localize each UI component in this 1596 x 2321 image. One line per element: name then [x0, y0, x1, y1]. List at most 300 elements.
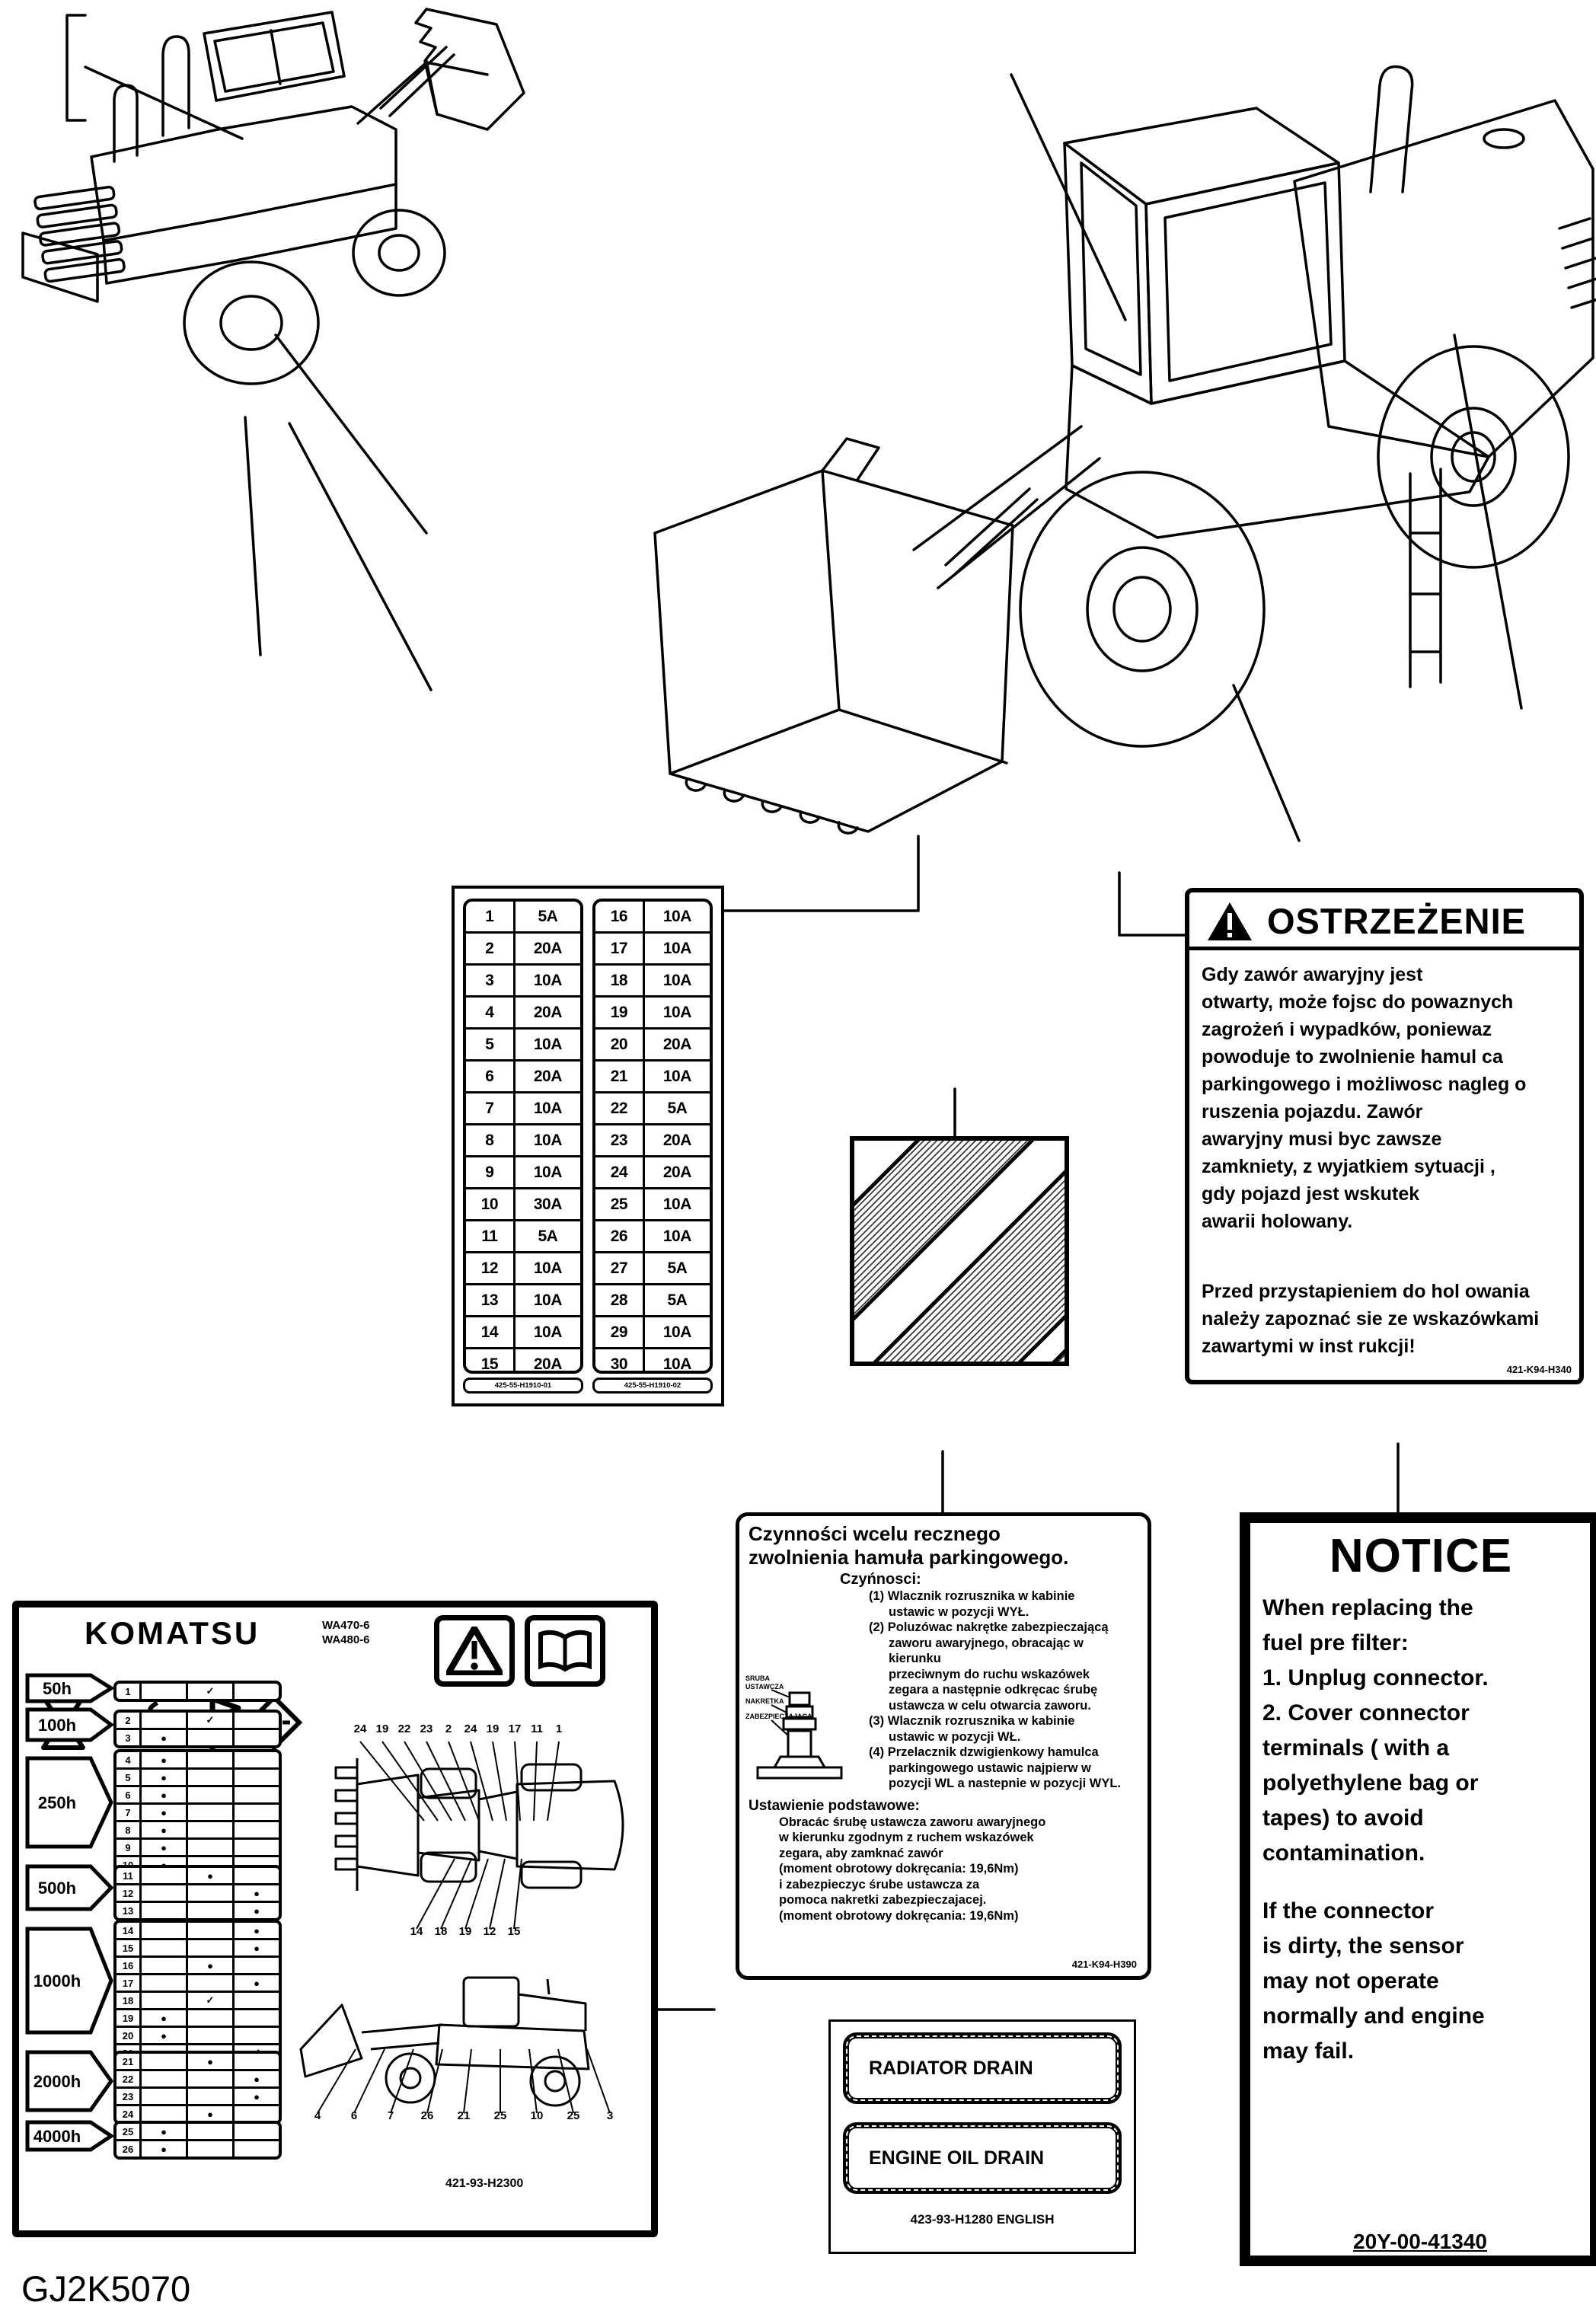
brake-basic-setting-title: Ustawienie podstawowe: [749, 1797, 920, 1814]
fuse-amperage: 10A [662, 939, 691, 957]
fuse-row [466, 902, 580, 931]
warning-label-header [1189, 892, 1579, 950]
empty-mark [188, 2028, 235, 2043]
maintenance-row [117, 2008, 279, 2026]
fuse-row [595, 1251, 710, 1283]
fuse-number: 9 [466, 1157, 516, 1187]
maintenance-row [117, 1901, 279, 1918]
callout-number: 19 [486, 1722, 500, 1735]
fuse-amperage: 10A [662, 907, 691, 925]
warning-title: OSTRZEŻENIE [1267, 901, 1527, 941]
fuse-number: 10 [466, 1189, 516, 1219]
fuse-number: 25 [595, 1189, 645, 1219]
fuse-amperage: 20A [533, 939, 562, 957]
maintenance-chart-label [12, 1601, 658, 2237]
item-number: 3 [117, 1730, 142, 1745]
fuse-number: 18 [595, 966, 645, 995]
hazard-stripe-decal [850, 1136, 1069, 1366]
empty-mark [188, 1787, 235, 1802]
empty-mark [188, 1822, 235, 1837]
empty-mark [188, 2124, 235, 2139]
brake-steps [869, 1588, 1138, 1792]
maintenance-row [117, 1820, 279, 1837]
empty-mark [235, 1840, 279, 1855]
dot-mark: ● [254, 2073, 260, 2085]
empty-mark [235, 1993, 279, 2008]
fuse-amperage: 5A [538, 1227, 558, 1245]
callout-number: 10 [530, 2109, 544, 2122]
empty-mark [235, 1730, 279, 1745]
fuse-number: 1 [466, 902, 516, 931]
notice-part-number: 20Y-00-41340 [1353, 2230, 1487, 2253]
empty-mark [235, 1684, 279, 1699]
dot-mark: ● [188, 1868, 235, 1883]
brake-label-title [749, 1522, 1138, 1569]
maintenance-row [117, 2054, 279, 2069]
fuse-amperage: 20A [533, 1003, 562, 1021]
text-line: w kierunku zgodnym z ruchem wskazówek [779, 1831, 1034, 1844]
dot-mark: ● [188, 2106, 235, 2121]
fuse-row [466, 1347, 580, 1374]
loader-front-view-drawing [655, 67, 1596, 841]
text-line: gdy pojazd jest wskutek [1202, 1183, 1420, 1205]
fuse-row [466, 963, 580, 995]
text-line: 2. Cover connector [1262, 1700, 1470, 1726]
fuse-amperage: 5A [538, 907, 558, 925]
interval-arrow [25, 1756, 113, 1849]
check-mark: ✓ [188, 1993, 235, 2008]
dot-mark: ● [142, 1840, 188, 1855]
empty-mark [188, 1730, 235, 1745]
fuse-grid-2 [592, 899, 713, 1374]
fuse-row [595, 902, 710, 931]
fuse-part-number-2: 425-55-H1910-02 [592, 1378, 713, 1394]
item-number: 4 [117, 1752, 142, 1767]
maintenance-row [117, 2069, 279, 2086]
maintenance-row [117, 1684, 279, 1699]
callout-number: 17 [508, 1722, 522, 1735]
empty-mark [188, 2089, 235, 2104]
notice-body-text [1262, 1591, 1579, 1871]
maintenance-row [117, 1713, 279, 1728]
interval-label: 4000h [33, 2127, 81, 2146]
callout-number: 3 [606, 2109, 614, 2122]
text-line: pomoca nakretki zabezpieczajacej. [779, 1893, 987, 1907]
text-line: parkingowego i możliwosc nagleg o [1202, 1074, 1527, 1095]
fuse-number: 30 [595, 1349, 645, 1374]
empty-mark [235, 2124, 279, 2139]
fuse-number: 14 [466, 1317, 516, 1347]
maintenance-row [117, 1923, 279, 1938]
callout-number: 23 [420, 1722, 433, 1735]
fuse-row [466, 1091, 580, 1123]
text-line: 1. Unplug connector. [1262, 1665, 1489, 1690]
fuse-row [595, 1219, 710, 1251]
interval-label: 500h [37, 1879, 77, 1898]
text-line: Przed przystapieniem do hol owania [1202, 1281, 1530, 1302]
empty-mark [235, 1713, 279, 1728]
empty-mark [142, 1940, 188, 1955]
diagram-label-zabezpieczajaca: ZABEZPIECZAJACA [745, 1713, 812, 1720]
interval-arrow [25, 1673, 113, 1703]
item-number: 21 [117, 2054, 142, 2069]
fuse-amperage: 10A [533, 1099, 562, 1117]
empty-mark [235, 1787, 279, 1802]
interval-table [113, 1865, 282, 1921]
drain-labels-group [828, 2019, 1136, 2254]
item-number: 6 [117, 1787, 142, 1802]
brake-step-line: ustawic w pozycji WŁ. [889, 1729, 1021, 1744]
callout-number: 12 [483, 1925, 496, 1938]
maintenance-row [117, 1883, 279, 1901]
fuse-column-2 [592, 899, 713, 1394]
fuse-row [595, 1187, 710, 1219]
item-number: 1 [117, 1684, 142, 1699]
fuse-row [466, 1315, 580, 1347]
maintenance-row [117, 1973, 279, 1991]
fuse-number: 17 [595, 934, 645, 963]
fuse-row [466, 1123, 580, 1155]
fuse-number: 27 [595, 1253, 645, 1283]
fuse-amperage: 5A [667, 1099, 688, 1117]
item-number: 19 [117, 2010, 142, 2026]
fuse-row [466, 931, 580, 963]
fuse-amperage: 5A [667, 1259, 688, 1277]
brake-step-line: zaworu awaryjnego, obracając w kierunku [889, 1636, 1084, 1665]
empty-mark [235, 1868, 279, 1883]
callout-number: 24 [353, 1722, 367, 1735]
fuse-number: 3 [466, 966, 516, 995]
empty-mark [142, 2106, 188, 2121]
fuse-number: 6 [466, 1062, 516, 1091]
radiator-drain-label: RADIATOR DRAIN [843, 2032, 1122, 2104]
brake-step-line: zegara a następnie odkręcac śrubę [889, 1683, 1098, 1697]
empty-mark [142, 1923, 188, 1938]
fuse-number: 20 [595, 1030, 645, 1059]
text-line: may not operate [1262, 1968, 1439, 1994]
text-line: zegara, aby zamknać zawór [779, 1846, 943, 1860]
fuse-number: 26 [595, 1221, 645, 1251]
warning-triangle-icon [1206, 901, 1253, 942]
callout-number: 2 [445, 1722, 452, 1735]
text-line: awarii holowany. [1202, 1211, 1353, 1232]
fuse-row [595, 1059, 710, 1091]
text-line: powoduje to zwolnienie hamul ca [1202, 1046, 1503, 1068]
maintenance-part-number: 421-93-H2300 [445, 2177, 524, 2190]
empty-mark [142, 1993, 188, 2008]
text-line: awaryjny musi byc zawsze [1202, 1129, 1442, 1150]
fuse-amperage: 10A [662, 1003, 691, 1021]
text-line: zamkniety, z wyjatkiem sytuacji , [1202, 1156, 1495, 1177]
dot-mark: ● [142, 1787, 188, 1802]
interval-label: 1000h [33, 1971, 81, 1991]
maintenance-row [117, 1802, 279, 1820]
diagram-label-ustawcza: USTAWCZA [745, 1683, 784, 1690]
callout-number: 7 [387, 2109, 394, 2122]
model-numbers [322, 1618, 370, 1647]
text-line: fuel pre filter: [1262, 1630, 1409, 1655]
empty-mark [188, 1975, 235, 1991]
interval-arrow [25, 1707, 113, 1742]
item-number: 2 [117, 1713, 142, 1728]
model-number: WA470-6 [322, 1619, 370, 1632]
check-mark: ✓ [188, 1713, 235, 1728]
fuse-number: 24 [595, 1157, 645, 1187]
text-line: contamination. [1262, 1841, 1425, 1866]
callout-number: 11 [531, 1722, 543, 1735]
maintenance-row [117, 2124, 279, 2139]
callout-number: 25 [567, 2109, 580, 2122]
empty-mark [188, 1805, 235, 1820]
text-line: polyethylene bag or [1262, 1770, 1479, 1796]
dot-mark: ● [142, 1770, 188, 1785]
empty-mark [142, 1958, 188, 1973]
empty-mark [142, 2054, 188, 2069]
fuse-number: 16 [595, 902, 645, 931]
fuse-number: 29 [595, 1317, 645, 1347]
fuse-number: 15 [466, 1349, 516, 1374]
empty-mark [188, 2071, 235, 2086]
fuse-row [595, 1091, 710, 1123]
maintenance-row [117, 2026, 279, 2043]
fuse-number: 5 [466, 1030, 516, 1059]
maintenance-row [117, 1868, 279, 1883]
dot-mark: ● [254, 1942, 260, 1954]
fuse-amperage: 20A [533, 1067, 562, 1085]
fuse-amperage: 10A [533, 1131, 562, 1149]
fuse-number: 11 [466, 1221, 516, 1251]
interval-label: 50h [43, 1679, 72, 1698]
fuse-amperage: 10A [662, 1227, 691, 1245]
interval-label: 100h [37, 1716, 77, 1735]
model-number: WA480-6 [322, 1633, 370, 1646]
text-line: zwolnienia hamuła parkingowego. [749, 1546, 1069, 1569]
engine-oil-drain-label: ENGINE OIL DRAIN [843, 2122, 1122, 2194]
maintenance-row [117, 2139, 279, 2157]
interval-arrow [25, 2050, 113, 2112]
text-line: należy zapoznać sie ze wskazówkami [1202, 1308, 1540, 1330]
text-line: Gdy zawór awaryjny jest [1202, 964, 1423, 985]
interval-label: 250h [37, 1793, 77, 1812]
empty-mark [142, 1975, 188, 1991]
callout-number: 22 [397, 1722, 411, 1735]
fuse-row [466, 1251, 580, 1283]
callout-number: 15 [507, 1925, 521, 1938]
item-number: 26 [117, 2141, 142, 2157]
fuse-amperage: 10A [533, 1035, 562, 1053]
empty-mark [142, 2071, 188, 2086]
brake-step-line: (3) Wlacznik rozrusznika w kabinie [869, 1714, 1075, 1728]
interval-table [113, 1920, 282, 2064]
item-number: 9 [117, 1840, 142, 1855]
fuse-row [595, 1123, 710, 1155]
maintenance-row [117, 1767, 279, 1785]
drain-part-number: 423-93-H1280 ENGLISH [910, 2212, 1055, 2227]
item-number: 12 [117, 1885, 142, 1901]
brake-step-line: parkingowego ustawic najpierw w [889, 1761, 1091, 1775]
valve-screw-diagram [744, 1646, 858, 1790]
text-line: Obracác śrubę ustawcza zaworu awaryjnego [779, 1815, 1046, 1829]
empty-mark [235, 1770, 279, 1785]
fuse-amperage: 10A [533, 1259, 562, 1277]
interval-table [113, 1681, 282, 1702]
diagram-label-nakretka: NAKRETKA [745, 1697, 784, 1705]
callout-number: 19 [458, 1925, 472, 1938]
fuse-column-1 [463, 899, 583, 1394]
fuse-amperage: 20A [662, 1035, 691, 1053]
text-line: When replacing the [1262, 1595, 1473, 1620]
fuse-number: 13 [466, 1285, 516, 1315]
brake-part-number: 421-K94-H390 [1071, 1959, 1137, 1970]
interval-table [113, 2121, 282, 2160]
text-line: otwarty, może fojsc do powaznych [1202, 991, 1514, 1013]
maintenance-row [117, 2086, 279, 2104]
maintenance-row [117, 1785, 279, 1802]
fuse-number: 7 [466, 1093, 516, 1123]
dot-mark: ● [254, 2090, 260, 2102]
brake-step-line: (2) Poluzówac nakrętke zabezpieczającą [869, 1620, 1109, 1634]
fuse-row [466, 1219, 580, 1251]
empty-mark [235, 2028, 279, 2043]
warning-footer-text [1189, 1235, 1579, 1360]
fuse-part-number-1: 425-55-H1910-01 [463, 1378, 583, 1394]
brake-label-subtitle: Czyńnosci: [840, 1571, 921, 1588]
text-line: terminals ( with a [1262, 1735, 1450, 1761]
dot-mark: ● [188, 1958, 235, 1973]
text-line: (moment obrotowy dokręcania: 19,6Nm) [779, 1862, 1019, 1876]
callout-number: 19 [375, 1722, 389, 1735]
empty-mark [235, 2141, 279, 2157]
fuse-number: 21 [595, 1062, 645, 1091]
fuse-row [595, 963, 710, 995]
fuse-amperage: 10A [662, 1355, 691, 1373]
fuse-row [595, 1155, 710, 1187]
dot-mark: ● [142, 1822, 188, 1837]
notice-body2-text [1262, 1894, 1579, 2069]
empty-mark [188, 1903, 235, 1918]
fuse-amperage: 10A [533, 1323, 562, 1341]
fuse-amperage: 30A [533, 1195, 562, 1213]
maintenance-row [117, 1938, 279, 1955]
notice-title: NOTICE [1329, 1530, 1513, 1582]
warning-body-text [1189, 950, 1579, 1235]
item-number: 25 [117, 2124, 142, 2139]
callout-number: 21 [457, 2109, 471, 2122]
text-line: (moment obrotowy dokręcania: 19,6Nm) [779, 1908, 1019, 1923]
text-line: If the connector [1262, 1898, 1435, 1924]
dot-mark: ● [188, 2054, 235, 2069]
maintenance-row [117, 1955, 279, 1973]
item-number: 14 [117, 1923, 142, 1938]
fuse-number: 22 [595, 1093, 645, 1123]
empty-mark [142, 2089, 188, 2104]
callout-number: 4 [314, 2109, 321, 2122]
empty-mark [142, 1684, 188, 1699]
item-number: 18 [117, 1993, 142, 2008]
dot-mark: ● [254, 1977, 260, 1989]
maintenance-row [117, 1837, 279, 1855]
brake-step-line: (4) Przelacznik dzwigienkowy hamulca [869, 1745, 1099, 1759]
callout-number: 6 [350, 2109, 358, 2122]
callout-number: 1 [555, 1722, 563, 1735]
fuse-row [595, 1283, 710, 1315]
text-line: is dirty, the sensor [1262, 1933, 1464, 1959]
item-number: 24 [117, 2106, 142, 2121]
callout-number: 24 [464, 1722, 477, 1735]
warning-triangle-icon [434, 1615, 515, 1687]
fuse-number: 4 [466, 998, 516, 1027]
empty-mark [188, 1752, 235, 1767]
item-number: 8 [117, 1822, 142, 1837]
brake-step-line: przeciwnym do ruchu wskazówek [889, 1667, 1090, 1681]
empty-mark [235, 1805, 279, 1820]
empty-mark [235, 1752, 279, 1767]
check-mark: ✓ [188, 1684, 235, 1699]
fuse-row [466, 1187, 580, 1219]
dot-mark: ● [142, 1805, 188, 1820]
maintenance-row [117, 1752, 279, 1767]
brake-step-line: ustawic w pozycji WYŁ. [889, 1604, 1029, 1619]
item-number: 22 [117, 2071, 142, 2086]
page-code: GJ2K5070 [21, 2268, 191, 2309]
brake-basic-setting-text [779, 1815, 1138, 1924]
callout-number: 26 [420, 2109, 434, 2122]
fuse-row [595, 1027, 710, 1059]
operator-manual-book-icon [525, 1615, 605, 1687]
fuse-grid-1 [463, 899, 583, 1374]
fuse-amperage: 10A [662, 971, 691, 989]
item-number: 11 [117, 1868, 142, 1883]
empty-mark [235, 1822, 279, 1837]
dot-mark: ● [142, 1730, 188, 1745]
fuse-row [595, 995, 710, 1027]
interval-table [113, 1749, 282, 1876]
text-line: i zabezpieczyc śrube ustawcza za [779, 1877, 980, 1892]
fuse-row [595, 1347, 710, 1374]
interval-label: 2000h [33, 2072, 81, 2091]
callout-number: 18 [434, 1925, 448, 1938]
callout-number: 14 [410, 1925, 423, 1938]
maintenance-row [117, 2104, 279, 2121]
fuse-row [466, 1155, 580, 1187]
text-line: tapes) to avoid [1262, 1805, 1424, 1831]
fuse-row [466, 995, 580, 1027]
empty-mark [188, 1840, 235, 1855]
empty-mark [235, 2106, 279, 2121]
empty-mark [235, 2010, 279, 2026]
maintenance-row [117, 1991, 279, 2008]
interval-arrow [25, 1927, 113, 2035]
fuse-number: 19 [595, 998, 645, 1027]
empty-mark [188, 2141, 235, 2157]
dot-mark: ● [142, 2141, 188, 2157]
fuse-row [466, 1059, 580, 1091]
brake-step-line: ustawcza w celu otwarcia zaworu. [889, 1698, 1091, 1713]
empty-mark [142, 1713, 188, 1728]
item-number: 15 [117, 1940, 142, 1955]
loader-side-view-sketch [287, 1935, 653, 2125]
loader-top-view-sketch [287, 1714, 653, 1943]
item-number: 23 [117, 2089, 142, 2104]
fuse-row [466, 1027, 580, 1059]
text-line: ruszenia pojazdu. Zawór [1202, 1101, 1423, 1122]
fuse-amperage: 20A [662, 1163, 691, 1181]
empty-mark [142, 1885, 188, 1901]
fuse-number: 8 [466, 1125, 516, 1155]
empty-mark [142, 1868, 188, 1883]
loader-rear-view-drawing [23, 9, 524, 690]
item-number: 5 [117, 1770, 142, 1785]
